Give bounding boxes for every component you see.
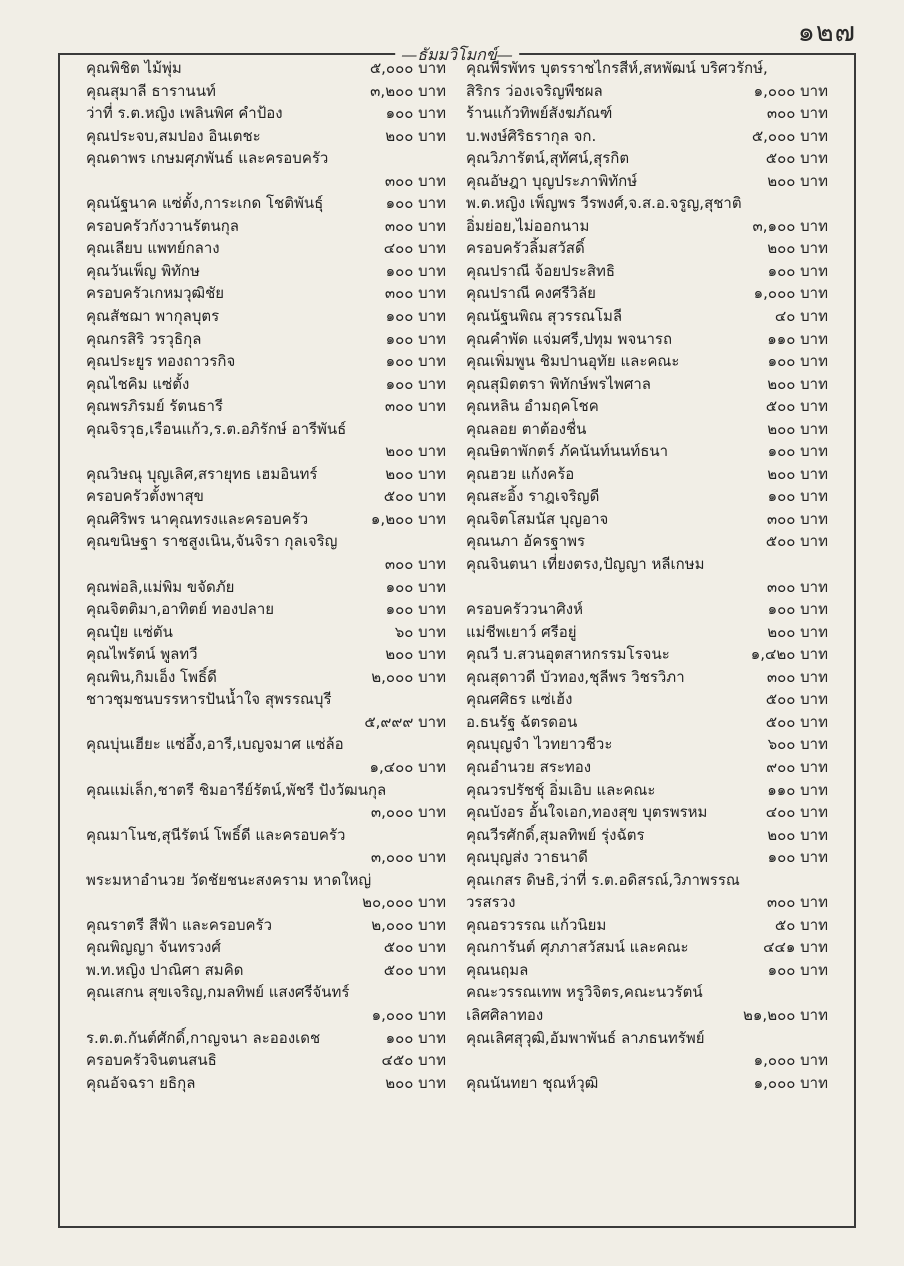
donor-entry	[86, 959, 446, 982]
donation-amount: ๒๐๐ บาท	[767, 622, 828, 641]
donation-amount: ๕๐๐ บาท	[765, 397, 828, 416]
donation-amount: ๑๐๐ บาท	[767, 960, 828, 979]
donor-name: คุณอำนวย สระทอง	[466, 757, 592, 776]
donation-amount: ๒,๐๐๐ บาท	[371, 667, 446, 686]
donation-amount: ๓๐๐ บาท	[384, 284, 446, 303]
donation-amount: ๖๐ บาท	[394, 622, 446, 641]
donor-entry	[86, 237, 446, 260]
donor-name: คุณบังอร อั้นใจเอก,ทองสุข บุตรพรหม	[466, 803, 708, 822]
donation-amount: ๑,๔๐๐ บาท	[369, 757, 446, 776]
donation-amount: ๔๐๐ บาท	[765, 803, 828, 822]
donor-entry	[86, 125, 446, 148]
donor-name: ชาวชุมชนบรรหารปันน้ำใจ สุพรรณบุรี	[86, 690, 332, 709]
page-number: ๑๒๗	[797, 17, 856, 48]
donation-list-frame	[58, 45, 856, 1228]
donor-entry	[86, 621, 446, 644]
page-header-title: — ธัมมวิโมกข์ —	[395, 43, 519, 68]
donor-name: คุณษิตาพักตร์ ภัคนันท์นนท์ธนา	[466, 442, 669, 461]
donor-name: คุณปุ๋ย แซ่ตัน	[86, 622, 173, 641]
donation-amount: ๕,๐๐๐ บาท	[369, 59, 446, 77]
donor-entry	[86, 553, 446, 576]
donation-amount: ๓๐๐ บาท	[766, 893, 828, 912]
donor-entry	[86, 102, 446, 125]
donor-entry	[86, 688, 446, 711]
donor-name: คุณแม่เล็ก,ชาตรี ชิมอารีย์รัตน์,พัชรี ปังวัฒนกุล	[86, 780, 387, 799]
donor-entry	[86, 1004, 446, 1027]
donor-entry	[86, 666, 446, 689]
donation-amount: ๕๐๐ บาท	[765, 712, 828, 731]
donor-name: คุณปราณี จ้อยประสิทธิ	[466, 261, 616, 280]
donor-name: คุณอรวรรณ แก้วนิยม	[466, 915, 607, 934]
donation-amount: ๑๐๐ บาท	[385, 194, 446, 213]
donation-amount: ๒๐๐ บาท	[385, 126, 446, 145]
donor-name: พระมหาอำนวย วัดชัยชนะสงคราม หาดใหญ่	[86, 870, 372, 889]
donor-entry	[86, 1027, 446, 1050]
donor-name: คุณอัษฎา บุญประภาพิทักษ์	[466, 171, 638, 190]
donation-amount: ๑๐๐ บาท	[385, 374, 446, 393]
donation-amount: ๒๑,๒๐๐ บาท	[743, 1005, 828, 1024]
donation-amount: ๑,๐๐๐ บาท	[753, 284, 828, 303]
donor-name: คุณพิญญา จันทรวงศ์	[86, 938, 221, 957]
donor-entry	[86, 305, 446, 328]
donor-entry	[466, 260, 828, 283]
donor-entry	[86, 576, 446, 599]
donation-amount: ๓๐๐ บาท	[766, 577, 828, 596]
donor-entry	[466, 328, 828, 351]
donation-amount: ๖๐๐ บาท	[767, 735, 828, 754]
donor-name: คุณลอย ตาต้องชื่น	[466, 419, 587, 438]
donor-name: คุณนัฐนาค แซ่ตั้ง,การะเกด โชติพันธุ์	[86, 194, 324, 213]
donation-amount: ๒๐๐ บาท	[767, 239, 828, 258]
donor-name: คุณประจบ,สมปอง อินเตชะ	[86, 126, 261, 145]
donor-name: คุณสุดาวดี บัวทอง,ชุลีพร วิชรวิภา	[466, 667, 685, 686]
donor-entry	[466, 779, 828, 802]
donor-name: คุณปราณี คงศรีวิลัย	[466, 284, 596, 303]
donation-amount: ๓๐๐ บาท	[384, 397, 446, 416]
donor-name: คุณวีรศักดิ์,สุมลทิพย์ รุ่งฉัตร	[466, 825, 645, 844]
donor-entry	[86, 779, 446, 802]
donation-amount: ๑,๔๒๐ บาท	[750, 645, 828, 664]
donor-entry	[86, 914, 446, 937]
donor-name: ร.ต.ต.กันต์ศักดิ์,กาญจนา ละอองเดช	[86, 1028, 321, 1047]
donation-amount: ๕๐๐ บาท	[765, 690, 828, 709]
donor-entry	[86, 891, 446, 914]
donor-entry	[466, 237, 828, 260]
donor-entry	[466, 1027, 828, 1050]
donor-name: คุณพิชิต ไม้พุ่ม	[86, 59, 182, 77]
donation-amount: ๕๐๐ บาท	[765, 149, 828, 168]
donor-name: คุณวี บ.สวนอุตสาหกรรมโรจนะ	[466, 645, 670, 664]
donor-entry	[466, 959, 828, 982]
donation-amount: ๓๐๐ บาท	[766, 104, 828, 123]
donation-amount: ๑๐๐ บาท	[385, 329, 446, 348]
donor-name: คุณไพรัตน์ พูลทวี	[86, 645, 198, 664]
donor-name: คุณสัชฌา พากุลบุตร	[86, 307, 220, 326]
donor-entry	[466, 463, 828, 486]
donation-amount: ๑๐๐ บาท	[767, 848, 828, 867]
donor-entry	[86, 1049, 446, 1072]
donation-amount: ๑,๐๐๐ บาท	[753, 81, 828, 100]
donor-entry	[466, 1049, 828, 1072]
donor-entry	[86, 981, 446, 1004]
donor-entry	[466, 553, 828, 576]
donation-amount: ๑,๐๐๐ บาท	[753, 1051, 828, 1070]
donor-entry	[466, 147, 828, 170]
donation-amount: ๑๑๐ บาท	[767, 329, 828, 348]
donation-amount: ๑,๐๐๐ บาท	[371, 1005, 446, 1024]
donor-entry	[466, 530, 828, 553]
donor-name: อ.ธนรัฐ ฉัตรดอน	[466, 712, 578, 731]
donor-entry	[466, 350, 828, 373]
donation-amount: ๒๐,๐๐๐ บาท	[362, 893, 446, 912]
donor-name: คุณดาพร เกษมศุภพันธ์ และครอบครัว	[86, 149, 329, 168]
donor-name: คุณนันทยา ชุณห์วุฒิ	[466, 1073, 599, 1092]
donor-name: คณะวรรณเทพ หรูวิจิตร,คณะนวรัตน์	[466, 983, 703, 1002]
donor-entry	[86, 350, 446, 373]
donor-entry	[466, 891, 828, 914]
donor-entry	[86, 80, 446, 103]
donor-entry	[466, 192, 828, 215]
donor-name: วรสรวง	[466, 893, 516, 912]
donor-name: พ.ท.หญิง ปาณิศา สมคิด	[86, 960, 244, 979]
donor-entry	[466, 801, 828, 824]
donor-entry	[86, 508, 446, 531]
donor-name: ครอบครัวจินตนสนธิ	[86, 1051, 217, 1070]
donor-name: คุณนัฐนพิณ สุวรรณโมลี	[466, 307, 623, 326]
donor-entry	[466, 305, 828, 328]
donor-name: คุณจิรวุธ,เรือนแก้ว,ร.ต.อภิรักษ์ อารีพันธ์	[86, 419, 347, 438]
donation-amount: ๒๐๐ บาท	[767, 419, 828, 438]
donor-entry	[86, 328, 446, 351]
donation-amount: ๒๐๐ บาท	[385, 464, 446, 483]
donation-amount: ๒๐๐ บาท	[385, 1073, 446, 1092]
donation-amount: ๑๐๐ บาท	[385, 600, 446, 619]
donor-entry	[86, 215, 446, 238]
donor-name: คุณกรสิริ วรวุธิกุล	[86, 329, 202, 348]
donation-amount: ๒,๐๐๐ บาท	[371, 915, 446, 934]
donation-amount: ๓,๐๐๐ บาท	[370, 803, 446, 822]
donor-entry	[86, 418, 446, 441]
donor-entry	[86, 170, 446, 193]
donation-amount: ๓,๐๐๐ บาท	[370, 848, 446, 867]
donor-entry	[86, 711, 446, 734]
donor-name: ครอบครัวตั้งพาสุข	[86, 487, 204, 506]
donation-amount: ๕๐๐ บาท	[765, 532, 828, 551]
donor-name: คุณพ่อลิ,แม่พิม ขจัดภัย	[86, 577, 235, 596]
donation-amount: ๑๐๐ บาท	[385, 104, 446, 123]
donation-amount: ๒๐๐ บาท	[767, 374, 828, 393]
donor-name: ร้านแก้วทิพย์สังฆภัณฑ์	[466, 104, 613, 123]
donor-entry	[466, 282, 828, 305]
donor-entry	[86, 530, 446, 553]
donation-amount: ๕๐๐ บาท	[383, 960, 446, 979]
donor-entry	[466, 711, 828, 734]
donation-amount: ๕๐๐ บาท	[383, 938, 446, 957]
donor-name: คุณขนิษฐา ราชสูงเนิน,จันจิรา กุลเจริญ	[86, 532, 338, 551]
donor-entry	[86, 869, 446, 892]
donation-amount: ๑๐๐ บาท	[385, 307, 446, 326]
donation-amount: ๒๐๐ บาท	[767, 825, 828, 844]
donor-name: ครอบครัวลิ้มสวัสดิ์	[466, 239, 585, 258]
donor-name: คุณเลียบ แพทย์กลาง	[86, 239, 220, 258]
donor-name: คุณบุญส่ง วาธนาดี	[466, 848, 588, 867]
donation-amount: ๑๑๐ บาท	[767, 780, 828, 799]
donor-name: คุณจินตนา เที่ยงตรง,ปัญญา หลีเกษม	[466, 555, 705, 574]
donor-entry	[466, 914, 828, 937]
donor-name: คุณพรภิรมย์ รัตนธารี	[86, 397, 223, 416]
donation-amount: ๓,๑๐๐ บาท	[752, 216, 828, 235]
donor-name: ว่าที่ ร.ต.หญิง เพลินพิศ คำป้อง	[86, 104, 283, 123]
donor-entry	[86, 643, 446, 666]
donor-entry	[466, 936, 828, 959]
donor-entry	[86, 260, 446, 283]
donor-entry	[86, 282, 446, 305]
donation-amount: ๑๐๐ บาท	[385, 352, 446, 371]
donor-entry	[466, 215, 828, 238]
donor-entry	[466, 666, 828, 689]
donor-name: ครอบครัววนาศิงห์	[466, 600, 583, 619]
donor-name: คุณราตรี สีฟ้า และครอบครัว	[86, 915, 273, 934]
donor-entry	[86, 395, 446, 418]
donor-name: คุณไชคิม แซ่ตั้ง	[86, 374, 190, 393]
donation-amount: ๕๐๐ บาท	[383, 487, 446, 506]
donor-name: คุณศศิธร แซ่เฮ้ง	[466, 690, 573, 709]
donor-entry	[86, 733, 446, 756]
donor-entry	[86, 598, 446, 621]
donor-entry	[466, 1004, 828, 1027]
donor-entry	[86, 192, 446, 215]
donor-name: คุณจิตติมา,อาทิตย์ ทองปลาย	[86, 600, 275, 619]
donation-amount: ๔๔๑ บาท	[763, 938, 828, 957]
donation-amount: ๓๐๐ บาท	[384, 171, 446, 190]
donor-entry	[466, 846, 828, 869]
donor-name: คุณคำพัด แจ่มศรี,ปทุม พจนารถ	[466, 329, 673, 348]
donation-amount: ๑,๒๐๐ บาท	[370, 509, 446, 528]
donor-entry	[466, 869, 828, 892]
donor-name: คุณจิตโสมนัส บุญอาจ	[466, 509, 609, 528]
donor-name: คุณสุมิตตรา พิทักษ์พรไพศาล	[466, 374, 651, 393]
donation-amount: ๔๐๐ บาท	[383, 239, 446, 258]
donor-entry	[466, 440, 828, 463]
donor-entry	[86, 440, 446, 463]
donor-entry	[466, 824, 828, 847]
donation-amount: ๓๐๐ บาท	[384, 216, 446, 235]
donation-amount: ๑๐๐ บาท	[767, 261, 828, 280]
donor-name: คุณเสกน สุขเจริญ,กมลทิพย์ แสงศรีจันทร์	[86, 983, 350, 1002]
donation-amount: ๔๕๐ บาท	[381, 1051, 446, 1070]
donor-entry	[466, 57, 828, 80]
donor-entry	[466, 756, 828, 779]
donation-amount: ๑,๐๐๐ บาท	[753, 1073, 828, 1092]
donor-name: คุณวิภารัตน์,สุทัศน์,สุรกิต	[466, 149, 630, 168]
donor-entry	[466, 170, 828, 193]
donation-amount: ๔๐ บาท	[774, 307, 828, 326]
donor-entry	[86, 485, 446, 508]
donation-amount: ๒๐๐ บาท	[767, 171, 828, 190]
donor-name: คุณสะอิ้ง ราฎเจริญดี	[466, 487, 600, 506]
donor-entry	[466, 688, 828, 711]
donor-entry	[86, 756, 446, 779]
donation-amount: ๑๐๐ บาท	[767, 487, 828, 506]
donation-amount: ๓๐๐ บาท	[384, 555, 446, 574]
donor-entry	[466, 643, 828, 666]
donor-name: คุณวรปรัชชุ์ อิ่มเอิบ และคณะ	[466, 780, 656, 799]
donor-name: คุณหลิน อำมฤคโชค	[466, 397, 599, 416]
donor-name: คุณอัจฉรา ยธิกุล	[86, 1073, 196, 1092]
donor-entry	[466, 373, 828, 396]
donor-name: คุณพีรพัทร บุตรราชไกรสีห์,สหพัฒน์ บริศวรักษ์,	[466, 59, 768, 77]
donor-entry	[86, 801, 446, 824]
donation-amount: ๒๐๐ บาท	[385, 442, 446, 461]
donor-entry	[86, 936, 446, 959]
donor-name: คุณวิษณุ บุญเลิศ,สรายุทธ เฮมอินทร์	[86, 464, 318, 483]
donor-entry	[466, 1072, 828, 1095]
donor-name: แม่ชีพเยาว์ ศรีอยู่	[466, 622, 577, 641]
donor-entry	[86, 1072, 446, 1095]
donor-name: คุณสุมาลี ธารานนท์	[86, 81, 216, 100]
donor-name: คุณเกสร ดิษธิ,ว่าที่ ร.ต.อดิสรณ์,วิภาพรรณ	[466, 870, 740, 889]
donor-name: คุณประยูร ทองถาวรกิจ	[86, 352, 236, 371]
donor-entry	[466, 733, 828, 756]
donor-entry	[466, 508, 828, 531]
donor-name: คุณพิน,กิมเอ็ง โพธิ์ดี	[86, 667, 217, 686]
donor-name: คุณวันเพ็ญ พิทักษ	[86, 261, 200, 280]
donation-amount: ๑๐๐ บาท	[767, 600, 828, 619]
donation-amount: ๑๐๐ บาท	[385, 261, 446, 280]
donation-amount: ๑๐๐ บาท	[385, 577, 446, 596]
donor-entry	[466, 80, 828, 103]
donor-entry	[466, 981, 828, 1004]
donor-name: คุณการันต์ ศุภภาสวัสมน์ และคณะ	[466, 938, 689, 957]
donation-amount: ๓๐๐ บาท	[766, 667, 828, 686]
donor-name: คุณนภา อัครฐาพร	[466, 532, 586, 551]
donor-name: ครอบครัวกังวานรัตนกุล	[86, 216, 239, 235]
donation-amount: ๕,๐๐๐ บาท	[751, 126, 828, 145]
donor-name: พ.ต.หญิง เพ็ญพร วีรพงศ์,จ.ส.อ.จรูญ,สุชาติ	[466, 194, 742, 213]
donor-entry	[466, 485, 828, 508]
donation-amount: ๕,๙๙๙ บาท	[364, 712, 446, 731]
donation-amount: ๒๐๐ บาท	[385, 645, 446, 664]
donor-name: อิ่มย่อย,ไม่ออกนาม	[466, 216, 590, 235]
donation-amount: ๑๐๐ บาท	[767, 352, 828, 371]
donation-amount: ๓,๒๐๐ บาท	[370, 81, 446, 100]
donor-name: คุณบุญจำ ไวทยาวชีวะ	[466, 735, 613, 754]
donor-name: บ.พงษ์ศิริธรากุล จก.	[466, 126, 597, 145]
donor-name: คุณเพิ่มพูน ชิมปานอุทัย และคณะ	[466, 352, 680, 371]
donor-entry	[466, 418, 828, 441]
donation-amount: ๒๐๐ บาท	[767, 464, 828, 483]
donor-name: คุณบุ่นเฮียะ แซ่อึ้ง,อารี,เบญจมาศ แซ่ล้อ	[86, 735, 344, 754]
donor-entry	[86, 147, 446, 170]
donor-entry	[466, 102, 828, 125]
donation-amount: ๙๐๐ บาท	[766, 757, 828, 776]
donor-entry	[466, 576, 828, 599]
right-donor-column	[466, 55, 828, 1094]
donor-entry	[86, 57, 446, 80]
donor-name: ครอบครัวเกหมวุฒิชัย	[86, 284, 225, 303]
donation-amount: ๑๐๐ บาท	[767, 442, 828, 461]
donor-entry	[86, 846, 446, 869]
donor-name: สิริกร ว่องเจริญพืชผล	[466, 81, 603, 100]
donor-name: คุณฮวย แก้งคร้อ	[466, 464, 575, 483]
donor-entry	[466, 125, 828, 148]
donation-amount: ๕๐ บาท	[774, 915, 828, 934]
donor-name: คุณมาโนช,สุนีรัตน์ โพธิ์ดี และครอบครัว	[86, 825, 346, 844]
donor-name: เลิศศิลาทอง	[466, 1005, 544, 1024]
donor-name: คุณเลิศสุวุฒิ,อัมพาพันธ์ ลาภธนทรัพย์	[466, 1028, 705, 1047]
donor-entry	[466, 598, 828, 621]
donor-entry	[86, 824, 446, 847]
donor-name: คุณนฤมล	[466, 960, 529, 979]
donor-entry	[86, 373, 446, 396]
donor-entry	[466, 395, 828, 418]
donor-entry	[86, 463, 446, 486]
donation-amount: ๑๐๐ บาท	[385, 1028, 446, 1047]
donor-entry	[466, 621, 828, 644]
donor-name: คุณศิริพร นาคุณทรงและครอบครัว	[86, 509, 309, 528]
donation-amount: ๓๐๐ บาท	[766, 509, 828, 528]
left-donor-column	[86, 55, 446, 1094]
